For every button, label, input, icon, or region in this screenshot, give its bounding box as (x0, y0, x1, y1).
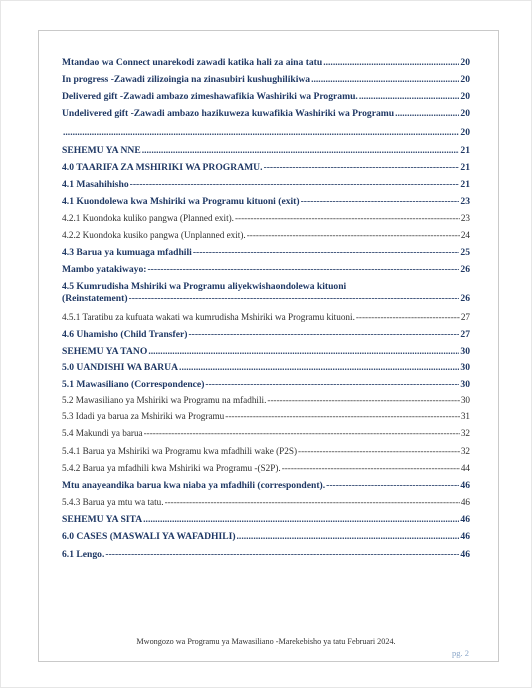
toc-entry[interactable] (62, 394, 470, 406)
toc-leader (205, 379, 459, 391)
toc-leader (359, 91, 460, 103)
toc-entry-title: Delivered gift -Zawadi ambazo zimeshawafikia Washiriki wa Programu. (62, 91, 358, 102)
toc-entry-title: 4.6 Uhamisho (Child Transfer) (62, 329, 188, 340)
toc-entry-title: 4.5.1 Taratibu za kufuata wakati wa kumrudisha Mshiriki wa Programu kituoni. (62, 312, 355, 322)
toc-entry-page: 44 (460, 463, 470, 473)
toc-entry-page: 30 (460, 379, 470, 390)
toc-entry-page: 46 (460, 480, 470, 491)
toc-entry[interactable] (62, 74, 470, 86)
toc-entry[interactable] (62, 362, 470, 374)
toc-entry[interactable] (62, 531, 470, 543)
toc-entry[interactable] (62, 229, 470, 241)
toc-leader (179, 362, 459, 374)
toc-leader (130, 179, 460, 191)
toc-entry-title: 5.3 Idadi ya barua za Mshiriki wa Programu (62, 411, 225, 421)
toc-entry[interactable] (62, 445, 470, 457)
toc-entry-title: SEHEMU YA NNE (62, 145, 141, 156)
toc-entry-page: 46 (460, 514, 470, 525)
toc-leader (282, 462, 460, 474)
toc-entry-title: 4.3 Barua ya kumuaga mfadhili (62, 247, 192, 258)
toc-entry[interactable] (62, 496, 470, 508)
toc-leader (356, 311, 460, 323)
toc-entry[interactable] (62, 212, 470, 224)
table-of-contents (62, 57, 470, 561)
toc-leader (237, 531, 460, 543)
toc-entry-title: 5.0 UANDISHI WA BARUA (62, 362, 179, 373)
toc-leader (165, 496, 460, 508)
toc-entry-page: 21 (460, 145, 470, 156)
toc-leader (267, 394, 459, 406)
toc-entry-page: 26 (460, 293, 470, 304)
toc-entry-title: 4.2.1 Kuondoka kuliko pangwa (Planned exit). (62, 213, 234, 223)
toc-entry-title: 5.4.1 Barua ya Mshiriki wa Programu kwa mfadhili wake (P2S) (62, 446, 298, 456)
toc-leader (395, 108, 459, 120)
toc-entry-page: 32 (460, 446, 470, 456)
toc-entry[interactable] (62, 145, 470, 157)
toc-leader (247, 229, 460, 241)
toc-entry-title: In progress -Zawadi zilizoingia na zinasubiri kushughilikiwa (62, 74, 311, 85)
toc-entry[interactable] (62, 410, 470, 422)
toc-entry[interactable] (62, 311, 470, 323)
toc-entry-page: 46 (460, 549, 470, 560)
toc-leader (225, 410, 460, 422)
toc-entry-page: 20 (460, 127, 470, 138)
toc-leader (298, 445, 460, 457)
toc-entry-title: 6.0 CASES (MASWALI YA WAFADHILI) (62, 531, 236, 542)
toc-entry-title: 4.0 TAARIFA ZA MSHIRIKI WA PROGRAMU. (62, 162, 263, 173)
toc-entry-title: 5.4.2 Barua ya mfadhili kwa Mshiriki wa Programu -(S2P). (62, 463, 281, 473)
toc-entry[interactable] (62, 108, 470, 120)
toc-entry-page: 30 (460, 346, 470, 357)
toc-entry[interactable] (62, 549, 470, 561)
toc-entry-title: 4.1 Kuondolewa kwa Mshiriki wa Programu kituoni (exit) (62, 196, 300, 207)
toc-entry[interactable] (62, 427, 470, 439)
toc-entry[interactable] (62, 196, 470, 208)
toc-entry-page: 46 (460, 497, 470, 507)
toc-entry-wrapped-title[interactable]: 4.5 Kumrudisha Mshiriki wa Programu aliyekwishaondolewa kituoni (62, 281, 347, 292)
toc-entry-page: 21 (460, 162, 470, 173)
toc-entry-title: 4.1 Masahihisho (62, 179, 129, 190)
page-footer: Mwongozo wa Programu ya Mawasiliano -Marekebisho ya tatu Februari 2024. (136, 637, 396, 646)
toc-entry-page: 26 (460, 264, 470, 275)
toc-entry-title: Mambo yatakiwayo: (62, 264, 147, 275)
toc-entry-page: 27 (460, 329, 470, 340)
toc-leader (148, 346, 459, 358)
toc-leader (301, 196, 460, 208)
toc-leader (188, 329, 459, 341)
toc-entry[interactable] (62, 179, 470, 191)
toc-entry-title: SEHEMU YA TANO (62, 346, 148, 357)
toc-entry-page: 30 (460, 362, 470, 373)
toc-entry-page: 20 (460, 91, 470, 102)
toc-entry-page: 23 (460, 213, 470, 223)
toc-entry-page: 20 (460, 108, 470, 119)
toc-entry[interactable] (62, 329, 470, 341)
toc-entry-page: 21 (460, 179, 470, 190)
toc-entry-title: 5.1 Mawasiliano (Correspondence) (62, 379, 205, 390)
toc-entry[interactable] (62, 264, 470, 276)
toc-entry[interactable] (62, 480, 470, 492)
page-number: pg. 2 (452, 648, 469, 658)
toc-entry-page: 23 (460, 196, 470, 207)
toc-entry-title: Mtandao wa Connect unarekodi zawadi katika hali za aina tatu (62, 57, 323, 68)
toc-entry[interactable] (62, 462, 470, 474)
toc-entry-page: 20 (460, 74, 470, 85)
toc-leader (105, 549, 459, 561)
toc-entry-page: 30 (460, 395, 470, 405)
toc-entry[interactable] (62, 127, 470, 139)
toc-entry-title: 4.2.2 Kuondoka kusiko pangwa (Unplanned exit). (62, 230, 246, 240)
toc-entry-page: 25 (460, 247, 470, 258)
toc-entry-title: 5.4 Makundi ya barua (62, 428, 143, 438)
toc-entry-page: 20 (460, 57, 470, 68)
toc-leader (144, 427, 460, 439)
toc-entry-title: 5.4.3 Barua ya mtu wa tatu. (62, 497, 164, 507)
toc-entry-title: (Reinstatement) (62, 293, 128, 304)
toc-entry[interactable] (62, 247, 470, 259)
toc-entry[interactable] (62, 514, 470, 526)
toc-leader (129, 293, 460, 305)
toc-entry-title: 6.1 Lengo. (62, 549, 105, 560)
toc-leader (323, 57, 459, 69)
toc-leader (235, 212, 460, 224)
toc-leader (311, 74, 459, 86)
toc-entry-title: Mtu anayeandika barua kwa niaba ya mfadhili (correspondent). (62, 480, 326, 491)
toc-entry[interactable] (62, 346, 470, 358)
toc-entry-page: 32 (460, 428, 470, 438)
toc-entry-title: SEHEMU YA SITA (62, 514, 143, 525)
toc-leader (142, 145, 460, 157)
toc-entry[interactable] (62, 293, 470, 305)
toc-entry[interactable] (62, 57, 470, 69)
toc-entry[interactable] (62, 91, 470, 103)
toc-leader (143, 514, 459, 526)
toc-leader (264, 162, 460, 174)
toc-entry[interactable] (62, 379, 470, 391)
toc-leader (193, 247, 460, 259)
toc-entry-page: 46 (460, 531, 470, 542)
toc-entry[interactable] (62, 162, 470, 174)
toc-leader (63, 127, 459, 139)
toc-leader (326, 480, 459, 492)
toc-entry-page: 27 (460, 312, 470, 322)
toc-entry-page: 31 (460, 411, 470, 421)
toc-leader (147, 264, 459, 276)
toc-entry-page: 24 (460, 230, 470, 240)
toc-entry-title: Undelivered gift -Zawadi ambazo hazikuweza kuwafikia Washiriki wa Programu (62, 108, 395, 119)
toc-entry-title: 5.2 Mawasiliano ya Mshiriki wa Programu na mfadhili. (62, 395, 267, 405)
